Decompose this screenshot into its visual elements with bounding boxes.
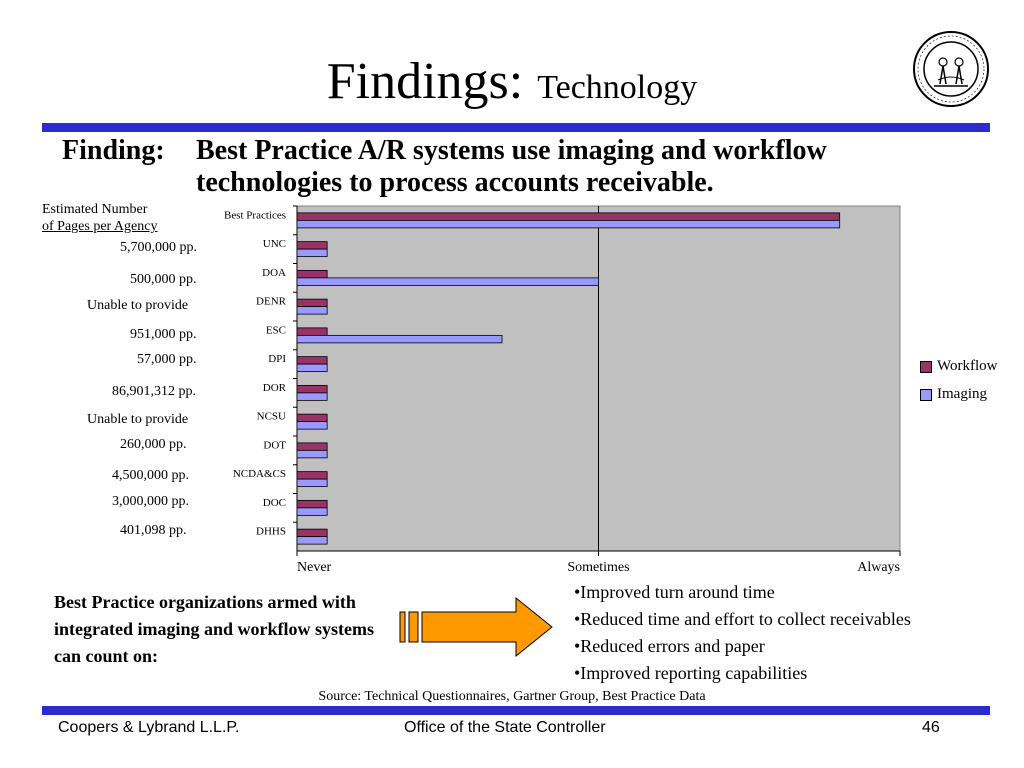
bar-imaging [297, 393, 327, 401]
pages-value: 951,000 pp. [130, 327, 197, 342]
x-tick-label: Sometimes [567, 560, 630, 575]
bar-workflow [297, 242, 327, 250]
pages-value: 500,000 pp. [130, 272, 197, 287]
bar-workflow [297, 328, 327, 336]
bar-imaging [297, 307, 327, 315]
pages-value: 86,901,312 pp. [112, 384, 196, 399]
bar-imaging [297, 220, 840, 228]
bar-imaging [297, 364, 327, 372]
pages-value: 3,000,000 pp. [112, 494, 189, 509]
bar-imaging [297, 278, 599, 286]
pages-value: 5,700,000 pp. [120, 240, 197, 255]
category-label: NCSU [256, 410, 286, 423]
bar-imaging [297, 508, 327, 516]
category-label: DHHS [256, 525, 286, 538]
pages-value: 260,000 pp. [120, 437, 187, 452]
bar-workflow [297, 500, 327, 508]
bar-workflow [297, 443, 327, 451]
benefits-list [574, 579, 911, 687]
legend-swatch-imaging [920, 389, 932, 401]
legend-label-workflow: Workflow [937, 358, 998, 374]
x-tick-label: Never [297, 560, 332, 575]
bar-imaging [297, 335, 502, 343]
finding-label: Finding: [62, 135, 165, 166]
category-label: UNC [262, 238, 286, 251]
legend-label-imaging: Imaging [937, 386, 987, 402]
source-note: Source: Technical Questionnaires, Gartner Group, Best Practice Data [318, 689, 706, 704]
bar-imaging [297, 479, 327, 487]
category-label: DOT [263, 439, 286, 452]
bar-workflow [297, 357, 327, 365]
bar-workflow [297, 385, 327, 393]
pages-header-line-2: of Pages per Agency [42, 219, 158, 234]
bar-imaging [297, 450, 327, 458]
category-label: DPI [268, 353, 286, 366]
category-label: Best Practices [223, 209, 286, 222]
bar-workflow [297, 529, 327, 537]
pages-value: 4,500,000 pp. [112, 468, 189, 483]
pages-header-line-1: Estimated Number [42, 202, 148, 217]
title-main: Findings: [326, 53, 524, 110]
category-label: NCDA&CS [232, 468, 286, 481]
footer-company: Coopers & Lybrand L.L.P. [58, 719, 240, 736]
footer-office: Office of the State Controller [404, 719, 606, 736]
category-label: DOR [262, 381, 286, 394]
benefit-item: •Reduced errors and paper [574, 636, 765, 656]
bar-workflow [297, 414, 327, 422]
finding-line-2: technologies to process accounts receivable. [196, 167, 714, 198]
benefit-item: •Improved turn around time [574, 582, 775, 602]
best-practice-note: Best Practice organizations armed with integrated imaging and workflow systems can count on: [54, 592, 374, 666]
x-tick-label: Always [857, 560, 900, 575]
pages-value: 401,098 pp. [120, 523, 187, 538]
legend-item-workflow [920, 358, 997, 375]
bar-workflow [297, 270, 327, 278]
pages-value: Unable to provide [87, 412, 189, 427]
category-label: ESC [265, 324, 286, 337]
bar-imaging [297, 422, 327, 430]
footer-rule [42, 706, 990, 715]
category-label: DOC [262, 496, 286, 509]
arrow-right-icon [398, 596, 556, 658]
bar-workflow [297, 472, 327, 480]
pages-value: Unable to provide [87, 298, 189, 313]
bar-imaging [297, 249, 327, 257]
bar-imaging [297, 537, 327, 545]
legend-swatch-workflow [920, 361, 932, 373]
benefit-item: •Reduced time and effort to collect receivables [574, 609, 911, 629]
pages-value: 57,000 pp. [137, 352, 197, 367]
footer-page-number: 46 [922, 719, 940, 736]
benefit-item: •Improved reporting capabilities [574, 663, 808, 683]
legend-item-imaging [920, 386, 987, 403]
bar-workflow [297, 213, 840, 221]
finding-line-1: Best Practice A/R systems use imaging and workflow [196, 135, 827, 166]
title-sub: Technology [537, 69, 698, 106]
category-label: DENR [256, 295, 286, 308]
footer [0, 715, 1024, 745]
category-label: DOA [262, 266, 286, 279]
bar-workflow [297, 299, 327, 307]
